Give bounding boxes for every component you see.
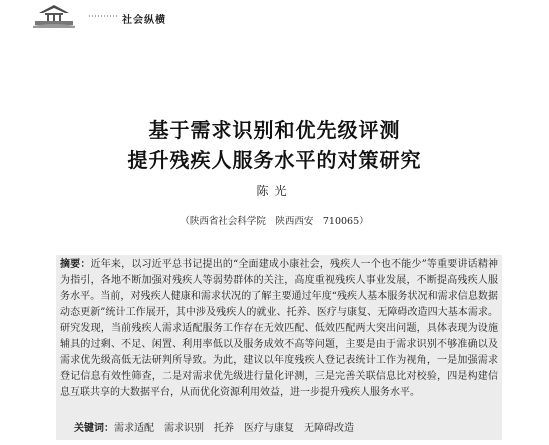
section-divider-dots: ·········· (88, 12, 119, 21)
article-title-line1: 基于需求识别和优先级评测 (148, 118, 401, 142)
page-header (0, 0, 549, 32)
keywords-text: 需求适配 需求识别 托养 医疗与康复 无障碍改造 (114, 423, 354, 434)
abstract (60, 257, 498, 401)
author-affiliation: （陕西省社会科学院 陕西西安 710065） (180, 216, 369, 227)
author-name: 陈光 (256, 184, 293, 198)
abstract-label: 摘要： (60, 259, 91, 270)
section-name: 社会纵横 (122, 15, 166, 26)
article-title-line2: 提升残疾人服务水平的对策研究 (127, 148, 422, 172)
journal-logo-icon (33, 2, 75, 28)
keywords-label: 关键词： (74, 423, 114, 434)
abstract-text: 近年来，以习近平总书记提出的“全面建成小康社会，残疾人一个也不能少”等重要讲话精神为指引，各地不断加强对残疾人等弱势群体的关注，高度重视残疾人事业发展，不断提高残疾人服务水平。当前，对残疾人健康和需求状况的了解主要通过年度“残疾人基本服务状况和需求信息数据动态更新”统计工作展开，其中涉及残疾人的就业、托养、医疗与康复、无障碍改造四大基本需求。研究发现，当前残疾人需求适配服务工作存在无效匹配、低效匹配两大突出问题，具体表现为设施辅具的过剩、不足、闲置、利用率低以及服务成效不高等问题，主要是由于需求识别不够准确以及需求优先级高低无法研判所导致。为此，建议以年度残疾人登记表统计工作为视角，一是加强需求登记信息有效性筛查，二是对需求优先级进行量化评测，三是完善关联信息比对校验，四是构建信息互联共享的大数据平台，从而优化资源利用效益，进一步提升残疾人服务水平。 (60, 259, 498, 398)
keywords (74, 419, 354, 434)
